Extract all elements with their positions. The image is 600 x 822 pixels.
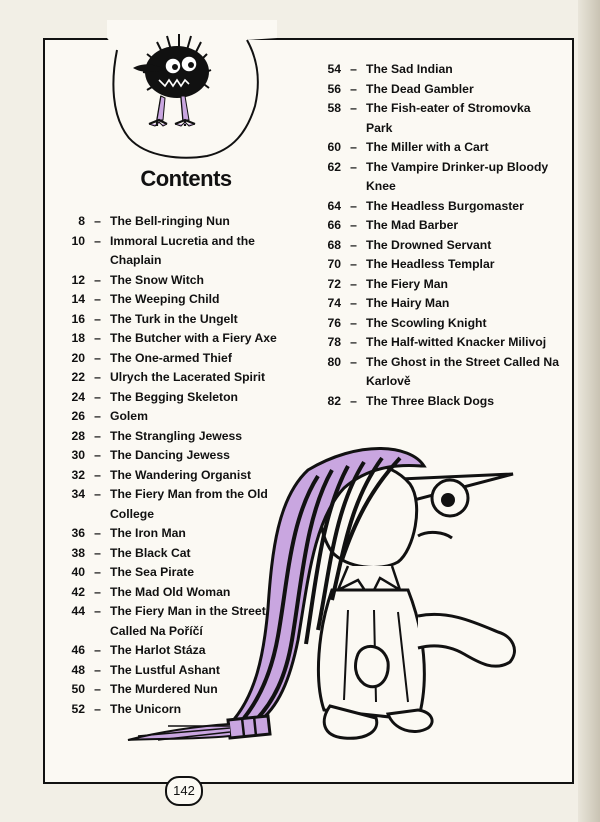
toc-page-number: 36 [71, 526, 85, 540]
toc-dash: – [350, 237, 357, 252]
toc-title: The Iron Man [110, 526, 186, 540]
toc-entry [316, 294, 560, 314]
toc-dash: – [350, 276, 357, 291]
toc-title: The Snow Witch [110, 272, 205, 287]
toc-title: The Unicorn [110, 701, 182, 716]
toc-title: The Harlot Stáza [110, 643, 206, 657]
toc-entry [60, 212, 310, 232]
toc-dash: – [94, 701, 101, 716]
toc-dash: – [94, 311, 101, 326]
toc-page-number: 34 [71, 487, 85, 501]
furry-monster-illustration [107, 20, 277, 170]
toc-dash: – [350, 315, 357, 330]
toc-dash: – [94, 331, 101, 345]
toc-entry [316, 60, 560, 80]
toc-dash: – [94, 643, 101, 657]
toc-page-number: 44 [71, 604, 85, 618]
toc-dash: – [350, 81, 357, 96]
toc-title: The Turk in the Ungelt [110, 311, 238, 326]
toc-entry [316, 333, 560, 353]
toc-title: The One-armed Thief [110, 350, 232, 365]
toc-title: The Lustful Ashant [110, 662, 220, 677]
toc-page-number: 12 [71, 272, 85, 287]
contents-heading: Contents [140, 166, 232, 191]
toc-dash: – [350, 393, 357, 408]
toc-page-number: 72 [327, 276, 341, 291]
toc-entry [316, 138, 560, 158]
toc-page-number: 56 [327, 81, 341, 96]
toc-page-number: 38 [71, 545, 85, 560]
toc-page-number: 62 [327, 159, 341, 174]
toc-page-number: 22 [71, 370, 85, 384]
toc-page-number: 80 [327, 354, 341, 369]
toc-dash: – [350, 335, 357, 349]
toc-title: The Murdered Nun [110, 682, 218, 696]
toc-dash: – [94, 565, 101, 579]
toc-right-column [316, 60, 560, 411]
toc-page-number: 60 [327, 140, 341, 154]
toc-entry [60, 329, 310, 349]
toc-page-number: 32 [71, 467, 85, 482]
toc-dash: – [94, 604, 101, 618]
toc-dash: – [94, 662, 101, 677]
toc-entry [316, 236, 560, 256]
toc-page-number: 26 [71, 409, 85, 423]
toc-entry [60, 271, 310, 291]
toc-title: The Headless Burgomaster [366, 198, 524, 213]
toc-entry [316, 255, 560, 275]
toc-dash: – [94, 389, 101, 404]
toc-dash: – [94, 292, 101, 306]
toc-dash: – [94, 409, 101, 423]
toc-entry [316, 80, 560, 100]
toc-dash: – [350, 296, 357, 310]
toc-entry [60, 232, 310, 271]
toc-dash: – [350, 101, 357, 115]
toc-title: Golem [110, 409, 148, 423]
toc-title: The Fish-eater of Stromovka Park [366, 101, 531, 135]
toc-title: The Begging Skeleton [110, 389, 238, 404]
toc-dash: – [350, 257, 357, 271]
toc-dash: – [94, 350, 101, 365]
toc-title: The Fiery Man [366, 276, 448, 291]
toc-dash: – [94, 467, 101, 482]
toc-entry [316, 158, 560, 197]
toc-page-number: 40 [71, 565, 85, 579]
toc-page-number: 10 [71, 233, 85, 248]
toc-page-number: 58 [327, 101, 341, 115]
toc-dash: – [94, 682, 101, 696]
toc-page-number: 30 [71, 448, 85, 462]
toc-page-number: 76 [327, 315, 341, 330]
toc-page-number: 70 [327, 257, 341, 271]
toc-page-number: 8 [78, 214, 85, 228]
toc-entry [60, 310, 310, 330]
toc-dash: – [94, 272, 101, 287]
toc-dash: – [350, 218, 357, 232]
toc-dash: – [350, 140, 357, 154]
toc-dash: – [94, 214, 101, 228]
toc-page-number: 54 [327, 62, 341, 76]
toc-title: The Drowned Servant [366, 237, 492, 252]
toc-title: The Weeping Child [110, 292, 220, 306]
toc-dash: – [94, 584, 101, 599]
toc-entry [60, 388, 310, 408]
toc-dash: – [94, 233, 101, 248]
toc-title: The Mad Old Woman [110, 584, 231, 599]
toc-dash: – [350, 159, 357, 174]
toc-page-number: 74 [327, 296, 341, 310]
toc-entry [316, 314, 560, 334]
toc-title: The Dead Gambler [366, 81, 474, 96]
toc-page-number: 82 [327, 393, 341, 408]
toc-title: The Sea Pirate [110, 565, 194, 579]
toc-title: The Half-witted Knacker Milivoj [366, 335, 547, 349]
toc-dash: – [94, 545, 101, 560]
toc-page-number: 48 [71, 662, 85, 677]
toc-entry [60, 349, 310, 369]
toc-title: The Black Cat [110, 545, 191, 560]
toc-title: The Hairy Man [366, 296, 450, 310]
toc-title: The Ghost in the Street Called Na Karlově [366, 354, 560, 388]
toc-page-number: 16 [71, 311, 85, 326]
toc-title: The Mad Barber [366, 218, 459, 232]
toc-title: The Headless Templar [366, 257, 495, 271]
toc-dash: – [350, 198, 357, 213]
toc-page-number: 64 [327, 198, 341, 213]
toc-page-number: 42 [71, 584, 85, 599]
toc-page-number: 68 [327, 237, 341, 252]
toc-entry [316, 99, 560, 138]
toc-title: The Three Black Dogs [366, 393, 495, 408]
toc-dash: – [350, 354, 357, 369]
toc-page-number: 18 [71, 331, 85, 345]
toc-title: The Fiery Man in the Street Called Na Poříčí [110, 604, 266, 638]
toc-entry [60, 407, 310, 427]
toc-title: The Miller with a Cart [366, 140, 489, 154]
toc-page-number: 52 [71, 701, 85, 716]
toc-page-number: 78 [327, 335, 341, 349]
toc-dash: – [94, 428, 101, 443]
toc-entry [316, 353, 560, 392]
toc-dash: – [94, 487, 101, 501]
toc-title: The Wandering Organist [110, 467, 252, 482]
toc-title: The Fiery Man from the Old College [110, 487, 268, 521]
toc-page-number: 66 [327, 218, 341, 232]
toc-title: The Butcher with a Fiery Axe [110, 331, 277, 345]
toc-page-number: 46 [71, 643, 85, 657]
toc-entry [60, 290, 310, 310]
toc-page-number: 24 [71, 389, 85, 404]
witch-with-broom-illustration [118, 440, 523, 750]
toc-dash: – [94, 448, 101, 462]
page-number-badge: 142 [165, 776, 203, 806]
toc-entry [316, 197, 560, 217]
toc-title: The Scowling Knight [366, 315, 487, 330]
toc-entry [316, 216, 560, 236]
toc-dash: – [94, 370, 101, 384]
toc-page-number: 50 [71, 682, 85, 696]
toc-page-number: 14 [71, 292, 85, 306]
toc-page-number: 20 [71, 350, 85, 365]
toc-title: The Strangling Jewess [110, 428, 243, 443]
page-edge [578, 0, 600, 822]
toc-dash: – [94, 526, 101, 540]
toc-dash: – [350, 62, 357, 76]
toc-entry [60, 368, 310, 388]
toc-title: The Vampire Drinker-up Bloody Knee [366, 159, 549, 193]
toc-title: The Bell-ringing Nun [110, 214, 230, 228]
toc-title: The Dancing Jewess [110, 448, 230, 462]
toc-page-number: 28 [71, 428, 85, 443]
toc-title: Immoral Lucretia and the Chaplain [110, 233, 255, 267]
toc-title: Ulrych the Lacerated Spirit [110, 370, 266, 384]
toc-entry [316, 392, 560, 412]
toc-title: The Sad Indian [366, 62, 453, 76]
toc-entry [316, 275, 560, 295]
